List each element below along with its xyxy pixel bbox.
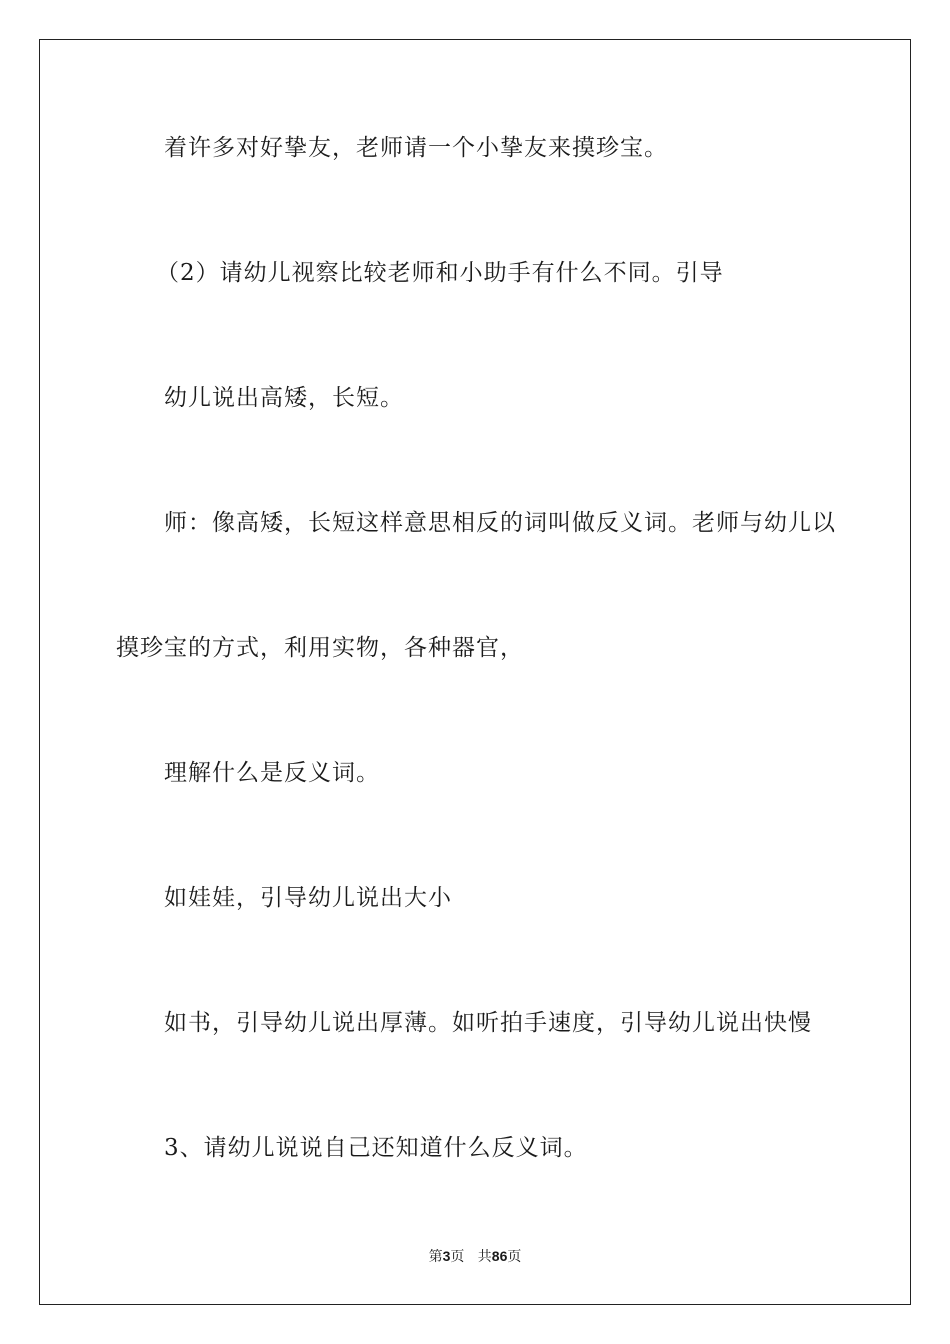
footer-total-prefix: 共 bbox=[477, 1249, 492, 1265]
body-line-5: 摸珍宝的方式，利用实物，各种器官， bbox=[116, 635, 524, 661]
body-line-9: 3、请幼儿说说自己还知道什么反义词。 bbox=[164, 1135, 588, 1161]
body-line-7: 如娃娃，引导幼儿说出大小 bbox=[164, 885, 452, 911]
footer-current-page: 3 bbox=[442, 1248, 451, 1264]
body-line-4: 师：像高矮，长短这样意思相反的词叫做反义词。老师与幼儿以 bbox=[164, 510, 836, 536]
body-line-6: 理解什么是反义词。 bbox=[164, 760, 380, 786]
footer-total-pages: 86 bbox=[491, 1248, 508, 1264]
footer-page-suffix: 页 bbox=[450, 1249, 465, 1265]
body-line-2: （2）请幼儿视察比较老师和小助手有什么不同。引导 bbox=[156, 260, 724, 286]
body-line-3: 幼儿说出高矮，长短。 bbox=[164, 385, 404, 411]
footer-total-suffix: 页 bbox=[507, 1249, 522, 1265]
page-footer bbox=[0, 1246, 950, 1267]
body-line-1: 着许多对好挚友，老师请一个小挚友来摸珍宝。 bbox=[164, 135, 668, 161]
footer-page-prefix: 第 bbox=[428, 1249, 443, 1265]
body-line-8: 如书，引导幼儿说出厚薄。如听拍手速度，引导幼儿说出快慢 bbox=[164, 1010, 812, 1036]
page-border bbox=[39, 39, 911, 1305]
